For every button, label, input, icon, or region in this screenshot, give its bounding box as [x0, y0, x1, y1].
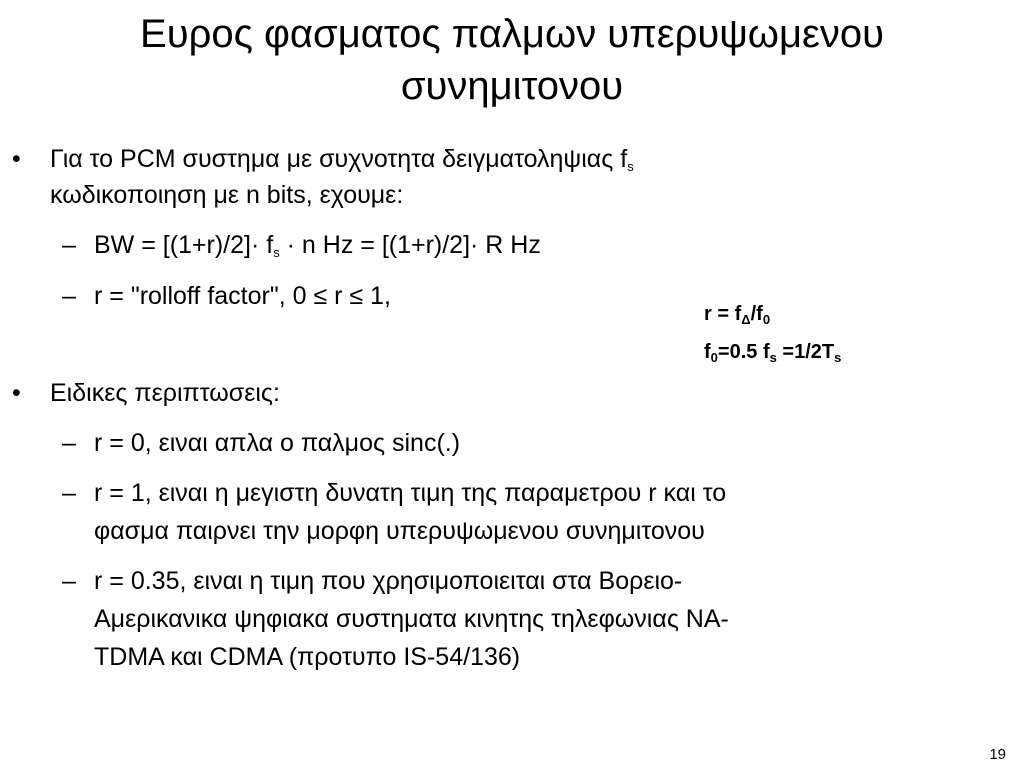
bw-formula-post: · n Hz = [(1+r)/2]· R Hz: [279, 231, 541, 259]
bw-formula-sub: s: [273, 245, 280, 260]
dash-marker: –: [62, 282, 76, 310]
title-line-1: Ευρος φασματος παλμων υπερυψωμενου: [140, 12, 884, 56]
bullet-1-sub: s: [627, 159, 634, 174]
sub-bullet-r1-line-2: φασμα παιρνει την μορφη υπερυψωμενου συνημιτονου: [94, 517, 705, 545]
dash-marker: –: [62, 231, 76, 259]
bullet-1-text: Για το PCM συστημα με συχνοτητα δειγματοληψιας f: [50, 145, 628, 173]
side-note-line-2: [704, 338, 841, 366]
sub-bullet-r035-line-1: r = 0.35, ειναι η τιμη που χρησιμοποιειται στα Βορειο-: [94, 567, 683, 595]
sub-bullet-rolloff: r = "rolloff factor", 0 ≤ r ≤ 1,: [94, 282, 391, 310]
sub-bullet-r0: r = 0, ειναι απλα ο παλμος sinc(.): [94, 429, 461, 457]
sub-bullet-r035-line-3: TDMA και CDMA (προτυπο IS-54/136): [94, 643, 521, 671]
sub-bullet-bw: [94, 227, 541, 263]
side1-sub2: 0: [762, 312, 771, 327]
bullet-marker: •: [12, 379, 21, 407]
side2-b: =0.5 f: [717, 341, 770, 363]
title-line-2: συνημιτονου: [400, 64, 624, 108]
bullet-1-line-2: κωδικοποιηση με n bits, εχουμε:: [50, 181, 404, 209]
side2-c: =1/2T: [776, 341, 835, 363]
side1-sub1: Δ: [741, 312, 751, 327]
sub-bullet-r035-line-2: Αμερικανικα ψηφιακα συστηματα κινητης τηλεφωνιας ΝΑ-: [94, 605, 729, 633]
bw-formula-pre: BW = [(1+r)/2]· f: [94, 231, 274, 259]
sub-bullet-r1-line-1: r = 1, ειναι η μεγιστη δυνατη τιμη της παραμετρου r και το: [94, 479, 727, 507]
bullet-2-line-1: Ειδικες περιπτωσεις:: [50, 379, 280, 407]
dash-marker: –: [62, 429, 76, 457]
side2-a: f: [704, 341, 711, 363]
side1-a: r = f: [704, 303, 742, 325]
side2-sub3: s: [834, 350, 842, 365]
bullet-1-line-1: [50, 141, 634, 177]
dash-marker: –: [62, 479, 76, 507]
side2-sub2: s: [769, 350, 777, 365]
dash-marker: –: [62, 567, 76, 595]
side1-b: /f: [750, 303, 763, 325]
bullet-marker: •: [12, 145, 21, 173]
page-number: 19: [989, 746, 1006, 763]
side2-sub1: 0: [710, 350, 718, 365]
side-note-line-1: [704, 300, 770, 328]
